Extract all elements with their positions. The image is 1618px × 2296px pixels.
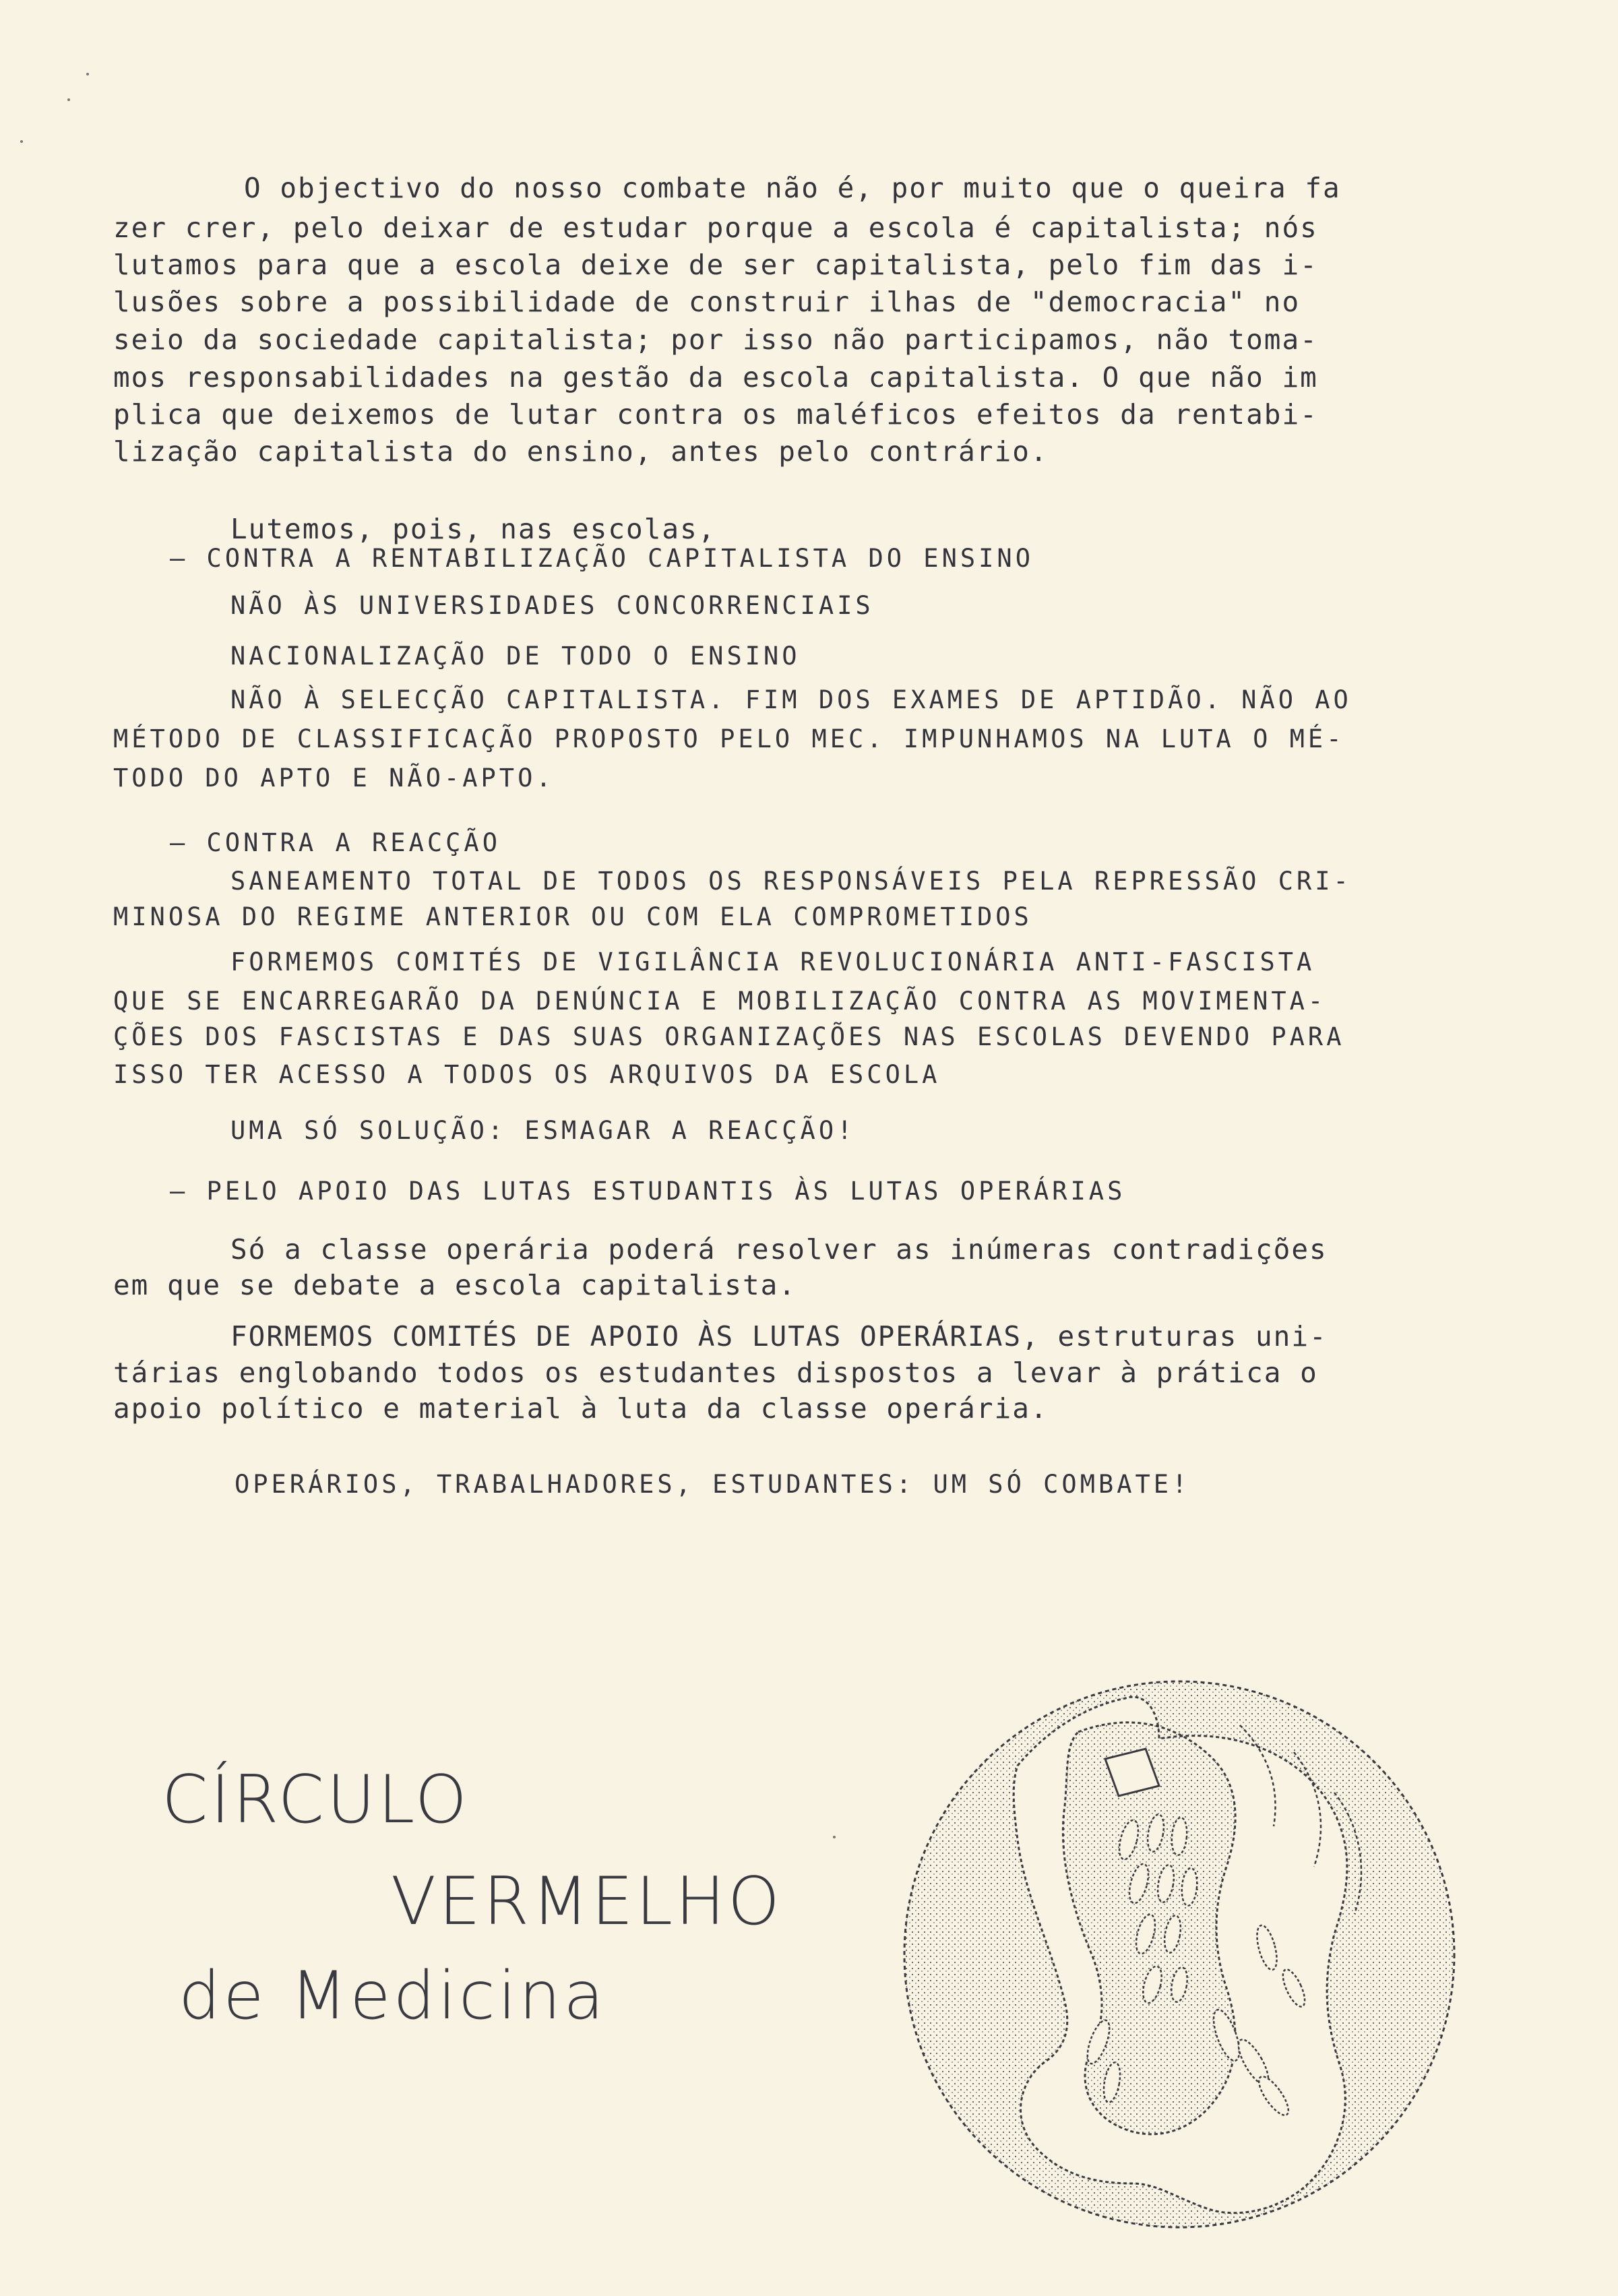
demand-line: MINOSA DO REGIME ANTERIOR OU COM ELA COMPROMETIDOS	[113, 902, 1032, 931]
demand-line: ISSO TER ACESSO A TODOS OS ARQUIVOS DA ESCOLA	[113, 1060, 941, 1089]
paper-speck	[86, 73, 89, 75]
text-line: apoio político e material à luta da classe operária.	[113, 1392, 1049, 1425]
section-heading: — CONTRA A REACÇÃO	[170, 828, 501, 857]
text-line: tárias englobando todos os estudantes dispostos a levar à prática o	[113, 1357, 1318, 1389]
section-heading: — CONTRA A RENTABILIZAÇÃO CAPITALISTA DO ENSINO	[170, 544, 1034, 573]
paper-speck	[20, 140, 23, 143]
signature-line-2: VERMELHO	[391, 1863, 782, 1940]
demand-line: NACIONALIZAÇÃO DE TODO O ENSINO	[230, 642, 801, 671]
text-line: em que se debate a escola capitalista.	[113, 1269, 797, 1301]
text-line: mos responsabilidades na gestão da escola capitalista. O que não im	[113, 361, 1318, 394]
circle-emblem-icon	[863, 1651, 1503, 2251]
paper-speck	[67, 98, 70, 101]
text-line: seio da sociedade capitalista; por isso não participamos, não toma-	[113, 323, 1318, 356]
demand-line: NÃO À SELECÇÃO CAPITALISTA. FIM DOS EXAMES DE APTIDÃO. NÃO AO	[230, 685, 1352, 714]
demand-line: SANEAMENTO TOTAL DE TODOS OS RESPONSÁVEIS PELA REPRESSÃO CRI-	[230, 867, 1352, 896]
signature-line-1: CÍRCULO	[162, 1762, 470, 1838]
demand-line: TODO DO APTO E NÃO-APTO.	[113, 764, 555, 793]
demand-line: MÉTODO DE CLASSIFICAÇÃO PROPOSTO PELO MEC. IMPUNHAMOS NA LUTA O MÉ-	[113, 724, 1345, 753]
demand-line: QUE SE ENCARREGARÃO DA DENÚNCIA E MOBILIZAÇÃO CONTRA AS MOVIMENTA-	[113, 987, 1327, 1016]
slogan-line: UMA SÓ SOLUÇÃO: ESMAGAR A REACÇÃO!	[230, 1116, 856, 1145]
closing-slogan: OPERÁRIOS, TRABALHADORES, ESTUDANTES: UM SÓ COMBATE!	[235, 1470, 1191, 1499]
text-line: FORMEMOS COMITÉS DE APOIO ÀS LUTAS OPERÁRIAS, estruturas uni-	[230, 1320, 1328, 1353]
text-line: lização capitalista do ensino, antes pelo contrário.	[113, 435, 1049, 468]
demand-line: FORMEMOS COMITÉS DE VIGILÂNCIA REVOLUCIONÁRIA ANTI-FASCISTA	[230, 948, 1315, 976]
section-heading: — PELO APOIO DAS LUTAS ESTUDANTIS ÀS LUTAS OPERÁRIAS	[170, 1177, 1126, 1206]
signature-line-3: de Medicina	[179, 1958, 607, 2035]
demand-line: ÇÕES DOS FASCISTAS E DAS SUAS ORGANIZAÇÕES NAS ESCOLAS DEVENDO PARA	[113, 1022, 1345, 1051]
text-line: zer crer, pelo deixar de estudar porque a escola é capitalista; nós	[113, 212, 1318, 244]
text-line: Só a classe operária poderá resolver as inúmeras contradições	[230, 1233, 1328, 1266]
call-to-action-line: Lutemos, pois, nas escolas,	[230, 513, 716, 545]
text-line: lutamos para que a escola deixe de ser capitalista, pelo fim das i-	[113, 249, 1318, 281]
text-line: lusões sobre a possibilidade de construir ilhas de "democracia" no	[113, 286, 1301, 318]
text-line: O objectivo do nosso combate não é, por muito que o queira fa	[244, 172, 1341, 204]
text-line: plica que deixemos de lutar contra os maléficos efeitos da rentabi-	[113, 398, 1318, 431]
demand-line: NÃO ÀS UNIVERSIDADES CONCORRENCIAIS	[230, 591, 874, 620]
paper-speck	[833, 1836, 836, 1838]
